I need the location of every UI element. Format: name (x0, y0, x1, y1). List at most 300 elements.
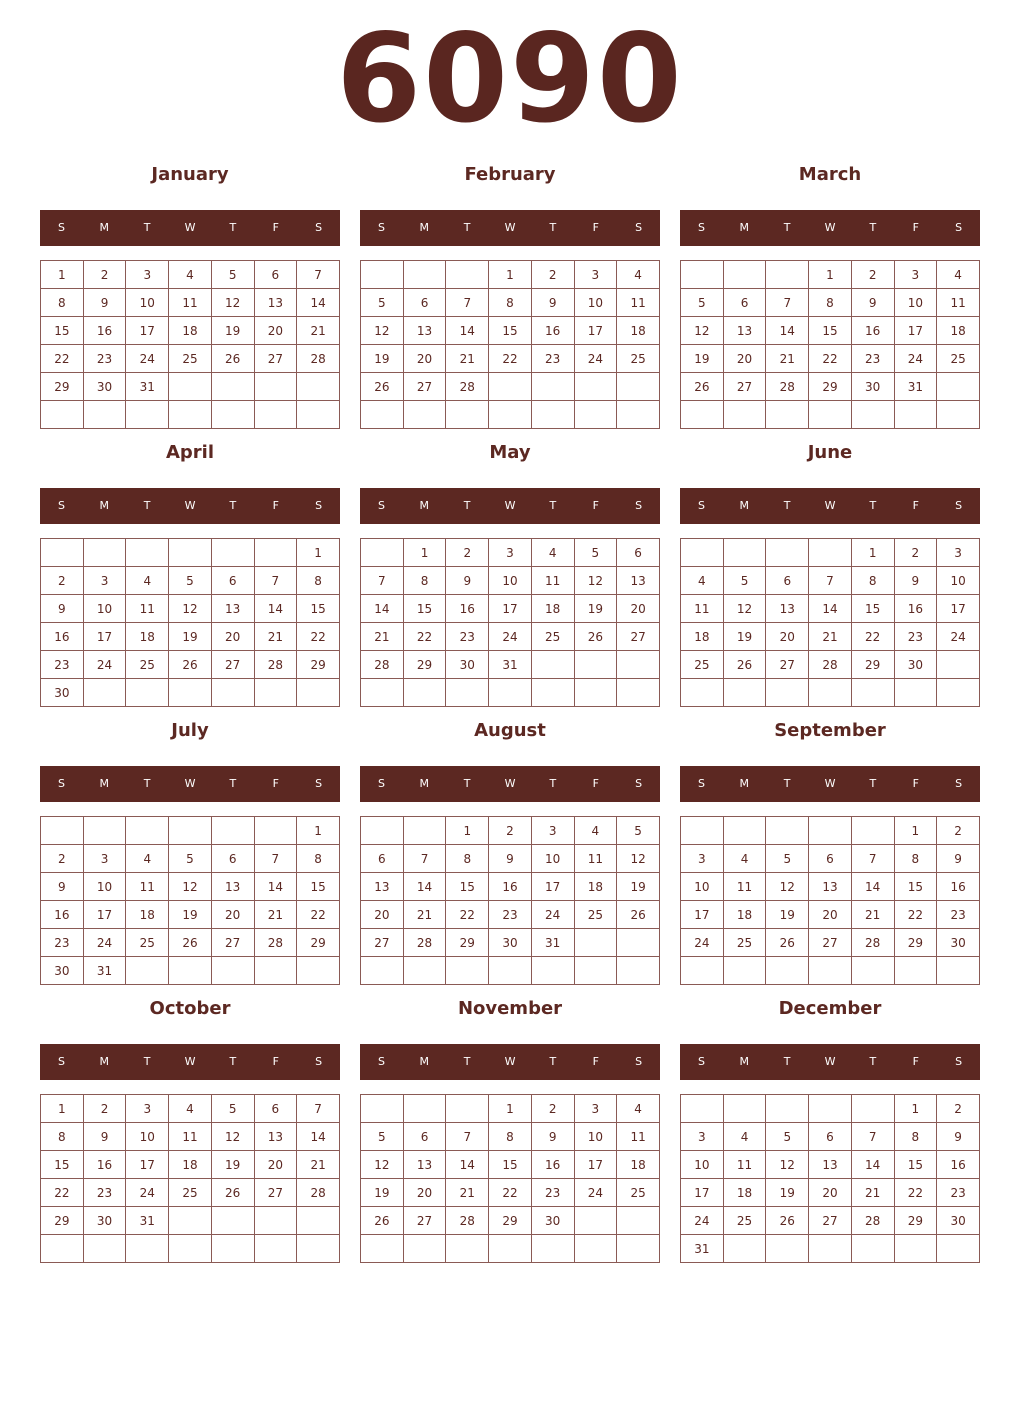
day-cell (574, 929, 617, 957)
day-cell (809, 1235, 852, 1263)
day-cell: 10 (681, 1151, 724, 1179)
day-cell (446, 401, 489, 429)
day-cell (254, 679, 297, 707)
weekday-label: T (783, 1055, 791, 1068)
month-december (680, 994, 980, 1264)
day-cell: 16 (937, 873, 980, 901)
week-row (361, 651, 660, 679)
day-cell: 14 (851, 1151, 894, 1179)
day-cell (297, 1235, 340, 1263)
week-row (361, 873, 660, 901)
day-cell (254, 539, 297, 567)
day-cell (809, 957, 852, 985)
day-cell (766, 679, 809, 707)
day-cell: 15 (41, 317, 84, 345)
week-row (41, 1095, 340, 1123)
day-cell (617, 1207, 660, 1235)
day-cell (681, 817, 724, 845)
weekday-label: T (229, 1055, 237, 1068)
weekday-label: S (315, 1055, 323, 1068)
day-cell: 16 (83, 1151, 126, 1179)
weekday-label: S (955, 499, 963, 512)
day-cell: 30 (83, 1207, 126, 1235)
day-cell: 15 (894, 1151, 937, 1179)
weekday-label: T (783, 221, 791, 234)
weekday-label: T (549, 499, 557, 512)
day-cell: 30 (41, 679, 84, 707)
week-row (361, 1207, 660, 1235)
day-grid (680, 538, 980, 707)
day-cell: 20 (766, 623, 809, 651)
day-cell: 30 (937, 1207, 980, 1235)
day-cell (574, 1207, 617, 1235)
day-cell: 13 (809, 1151, 852, 1179)
day-cell: 30 (41, 957, 84, 985)
day-cell: 17 (83, 901, 126, 929)
day-cell: 3 (531, 817, 574, 845)
day-cell: 18 (126, 901, 169, 929)
day-cell: 14 (403, 873, 446, 901)
day-cell: 19 (766, 1179, 809, 1207)
day-cell: 2 (83, 261, 126, 289)
day-cell (403, 1095, 446, 1123)
day-cell: 24 (126, 1179, 169, 1207)
day-cell: 11 (126, 873, 169, 901)
weekday-label: M (739, 777, 750, 790)
week-row (681, 289, 980, 317)
day-cell: 10 (894, 289, 937, 317)
week-row (41, 1207, 340, 1235)
day-grid (40, 260, 340, 429)
weekday-label: W (184, 221, 196, 234)
month-name: October (149, 998, 231, 1019)
day-cell (169, 373, 212, 401)
day-cell: 28 (403, 929, 446, 957)
day-cell (531, 651, 574, 679)
day-cell: 12 (766, 1151, 809, 1179)
day-cell (211, 957, 254, 985)
day-cell: 18 (937, 317, 980, 345)
day-cell: 1 (489, 1095, 532, 1123)
weekday-header (360, 488, 660, 524)
day-cell (297, 957, 340, 985)
day-cell: 16 (531, 1151, 574, 1179)
month-february (360, 160, 660, 430)
day-cell: 21 (851, 1179, 894, 1207)
day-cell: 1 (41, 261, 84, 289)
day-cell (403, 817, 446, 845)
day-cell: 8 (403, 567, 446, 595)
day-cell: 5 (169, 845, 212, 873)
day-cell (126, 539, 169, 567)
day-cell: 5 (574, 539, 617, 567)
day-cell (937, 679, 980, 707)
day-cell: 16 (489, 873, 532, 901)
day-cell: 13 (617, 567, 660, 595)
day-cell (361, 261, 404, 289)
weekday-label: F (912, 1055, 919, 1068)
day-cell: 10 (83, 873, 126, 901)
month-name: July (171, 720, 209, 741)
weekday-label: T (869, 1055, 877, 1068)
day-cell: 22 (851, 623, 894, 651)
day-cell (894, 1235, 937, 1263)
weekday-label: T (549, 221, 557, 234)
day-cell: 5 (766, 845, 809, 873)
day-cell (254, 1207, 297, 1235)
week-row (41, 1123, 340, 1151)
day-cell: 7 (361, 567, 404, 595)
day-cell: 4 (617, 261, 660, 289)
day-cell (126, 1235, 169, 1263)
day-cell: 16 (83, 317, 126, 345)
day-cell (446, 261, 489, 289)
day-cell (297, 373, 340, 401)
week-row (41, 623, 340, 651)
weekday-label: S (697, 221, 705, 234)
day-cell: 1 (809, 261, 852, 289)
day-cell (403, 957, 446, 985)
weekday-label: T (869, 499, 877, 512)
year-title: 6090 (336, 8, 684, 150)
day-cell: 26 (766, 1207, 809, 1235)
weekday-header (680, 210, 980, 246)
day-cell (851, 401, 894, 429)
weekday-label: S (955, 1055, 963, 1068)
day-cell (723, 817, 766, 845)
day-cell: 18 (617, 317, 660, 345)
day-cell (766, 957, 809, 985)
day-cell: 19 (681, 345, 724, 373)
week-row (681, 1235, 980, 1263)
day-cell (361, 539, 404, 567)
day-cell: 9 (83, 289, 126, 317)
week-row (41, 679, 340, 707)
day-cell (809, 401, 852, 429)
week-row (681, 651, 980, 679)
day-cell (617, 679, 660, 707)
day-cell: 21 (254, 623, 297, 651)
day-cell (617, 651, 660, 679)
day-cell: 8 (41, 1123, 84, 1151)
day-cell: 22 (297, 623, 340, 651)
weekday-label: S (635, 499, 643, 512)
weekday-label: S (697, 1055, 705, 1068)
weekday-label: S (57, 1055, 65, 1068)
day-cell: 28 (254, 929, 297, 957)
day-cell: 21 (297, 1151, 340, 1179)
day-cell (617, 401, 660, 429)
day-cell (297, 679, 340, 707)
day-cell: 27 (403, 373, 446, 401)
day-cell (766, 401, 809, 429)
day-cell: 28 (361, 651, 404, 679)
day-cell (809, 539, 852, 567)
day-cell: 11 (574, 845, 617, 873)
day-cell: 13 (403, 1151, 446, 1179)
day-cell: 18 (169, 317, 212, 345)
day-cell: 14 (254, 595, 297, 623)
day-cell: 26 (169, 929, 212, 957)
week-row (361, 261, 660, 289)
day-cell (894, 957, 937, 985)
day-cell (361, 957, 404, 985)
day-cell (211, 817, 254, 845)
day-cell (489, 373, 532, 401)
day-cell: 1 (851, 539, 894, 567)
day-cell: 4 (169, 261, 212, 289)
day-cell: 13 (723, 317, 766, 345)
weekday-header (680, 488, 980, 524)
weekday-label: F (912, 777, 919, 790)
day-cell: 11 (617, 1123, 660, 1151)
day-cell: 8 (809, 289, 852, 317)
day-grid (360, 1094, 660, 1263)
day-cell: 5 (211, 261, 254, 289)
day-cell: 13 (254, 1123, 297, 1151)
day-cell (574, 957, 617, 985)
day-cell: 6 (254, 1095, 297, 1123)
weekday-label: M (419, 499, 430, 512)
day-cell: 17 (531, 873, 574, 901)
day-cell: 6 (809, 1123, 852, 1151)
weekday-label: M (99, 1055, 110, 1068)
day-cell: 4 (574, 817, 617, 845)
day-cell: 7 (851, 845, 894, 873)
week-row (681, 817, 980, 845)
day-cell (361, 1235, 404, 1263)
weekday-label: W (824, 777, 836, 790)
day-cell (531, 957, 574, 985)
day-cell (211, 679, 254, 707)
week-row (681, 1095, 980, 1123)
week-row (361, 289, 660, 317)
day-cell: 19 (766, 901, 809, 929)
day-cell (126, 957, 169, 985)
day-cell: 25 (937, 345, 980, 373)
day-cell: 21 (851, 901, 894, 929)
day-cell: 11 (723, 873, 766, 901)
day-cell: 10 (574, 1123, 617, 1151)
day-cell: 17 (574, 317, 617, 345)
weekday-label: M (739, 221, 750, 234)
day-cell: 8 (446, 845, 489, 873)
day-cell: 13 (211, 595, 254, 623)
day-cell: 17 (574, 1151, 617, 1179)
weekday-label: T (783, 777, 791, 790)
day-cell: 31 (126, 1207, 169, 1235)
day-cell: 12 (723, 595, 766, 623)
day-cell: 6 (211, 845, 254, 873)
day-cell: 27 (617, 623, 660, 651)
day-cell: 9 (531, 1123, 574, 1151)
day-cell: 2 (851, 261, 894, 289)
day-cell: 2 (531, 261, 574, 289)
day-cell: 8 (297, 567, 340, 595)
weekday-header (360, 210, 660, 246)
day-cell: 30 (851, 373, 894, 401)
week-row (41, 873, 340, 901)
day-cell (681, 1095, 724, 1123)
day-cell: 20 (211, 623, 254, 651)
month-october (40, 994, 340, 1264)
week-row (681, 1207, 980, 1235)
day-cell: 19 (211, 1151, 254, 1179)
week-row (361, 901, 660, 929)
day-cell: 25 (169, 1179, 212, 1207)
day-cell (851, 957, 894, 985)
day-cell: 9 (937, 845, 980, 873)
day-cell: 8 (489, 289, 532, 317)
day-cell: 29 (403, 651, 446, 679)
day-cell (851, 1235, 894, 1263)
day-cell: 20 (403, 1179, 446, 1207)
day-cell: 19 (361, 1179, 404, 1207)
day-cell: 8 (851, 567, 894, 595)
day-cell: 23 (937, 1179, 980, 1207)
day-cell: 4 (169, 1095, 212, 1123)
weekday-label: W (184, 499, 196, 512)
weekday-label: T (143, 1055, 151, 1068)
day-cell: 1 (403, 539, 446, 567)
day-cell: 28 (766, 373, 809, 401)
day-cell (851, 1095, 894, 1123)
week-row (361, 817, 660, 845)
day-cell: 19 (574, 595, 617, 623)
month-january (40, 160, 340, 430)
day-cell: 28 (446, 373, 489, 401)
day-cell: 23 (446, 623, 489, 651)
day-cell: 12 (574, 567, 617, 595)
day-cell (766, 1235, 809, 1263)
day-cell: 11 (531, 567, 574, 595)
day-cell: 24 (531, 901, 574, 929)
day-cell (83, 539, 126, 567)
day-cell: 4 (723, 1123, 766, 1151)
day-cell: 20 (254, 317, 297, 345)
day-cell: 25 (574, 901, 617, 929)
day-cell: 31 (126, 373, 169, 401)
weekday-label: M (99, 221, 110, 234)
day-cell (361, 1095, 404, 1123)
day-cell: 12 (169, 595, 212, 623)
month-name: August (474, 720, 546, 741)
weekday-label: W (504, 499, 516, 512)
day-cell (681, 679, 724, 707)
week-row (361, 1179, 660, 1207)
week-row (41, 1151, 340, 1179)
day-cell: 13 (254, 289, 297, 317)
week-row (361, 345, 660, 373)
weekday-header (40, 766, 340, 802)
day-cell: 11 (681, 595, 724, 623)
day-cell (894, 401, 937, 429)
weekday-label: S (635, 221, 643, 234)
month-name: May (489, 442, 531, 463)
month-april (40, 438, 340, 708)
weekday-label: S (955, 221, 963, 234)
day-cell: 9 (531, 289, 574, 317)
week-row (681, 261, 980, 289)
day-cell: 14 (361, 595, 404, 623)
day-cell: 15 (489, 1151, 532, 1179)
weekday-label: T (463, 777, 471, 790)
month-september (680, 716, 980, 986)
day-cell: 13 (361, 873, 404, 901)
day-cell: 2 (41, 567, 84, 595)
day-cell (723, 401, 766, 429)
day-cell: 4 (126, 845, 169, 873)
week-row (361, 1095, 660, 1123)
weekday-label: T (463, 1055, 471, 1068)
day-cell: 13 (403, 317, 446, 345)
day-cell: 20 (211, 901, 254, 929)
day-cell (809, 679, 852, 707)
week-row (361, 373, 660, 401)
weekday-label: F (272, 221, 279, 234)
day-cell: 4 (681, 567, 724, 595)
day-cell: 24 (83, 651, 126, 679)
weekday-label: T (783, 499, 791, 512)
day-cell: 22 (41, 1179, 84, 1207)
day-cell: 19 (211, 317, 254, 345)
weekday-label: F (592, 221, 599, 234)
day-cell: 21 (403, 901, 446, 929)
day-cell (211, 1207, 254, 1235)
day-cell: 20 (254, 1151, 297, 1179)
day-cell: 27 (254, 1179, 297, 1207)
weekday-label: T (869, 221, 877, 234)
week-row (681, 317, 980, 345)
week-row (361, 679, 660, 707)
day-cell: 3 (681, 1123, 724, 1151)
day-cell (574, 373, 617, 401)
day-cell (489, 401, 532, 429)
day-cell: 31 (83, 957, 126, 985)
day-grid (680, 1094, 980, 1263)
weekday-label: W (184, 1055, 196, 1068)
day-cell (446, 1235, 489, 1263)
day-cell (169, 401, 212, 429)
day-cell (489, 1235, 532, 1263)
month-july (40, 716, 340, 986)
day-cell: 2 (41, 845, 84, 873)
weekday-label: W (504, 221, 516, 234)
day-cell (403, 401, 446, 429)
weekday-header (360, 766, 660, 802)
day-cell: 17 (681, 1179, 724, 1207)
day-cell: 27 (809, 1207, 852, 1235)
day-cell: 9 (446, 567, 489, 595)
day-cell: 17 (937, 595, 980, 623)
day-cell: 23 (83, 345, 126, 373)
weekday-label: S (697, 499, 705, 512)
day-cell: 1 (41, 1095, 84, 1123)
day-cell: 2 (937, 817, 980, 845)
weekday-label: T (143, 499, 151, 512)
day-cell: 1 (297, 539, 340, 567)
day-cell: 23 (41, 651, 84, 679)
weekday-label: F (592, 1055, 599, 1068)
day-cell: 18 (723, 1179, 766, 1207)
day-cell (403, 679, 446, 707)
week-row (41, 373, 340, 401)
day-cell: 4 (937, 261, 980, 289)
day-cell: 15 (489, 317, 532, 345)
weekday-label: W (824, 221, 836, 234)
day-cell (723, 261, 766, 289)
day-cell (83, 679, 126, 707)
